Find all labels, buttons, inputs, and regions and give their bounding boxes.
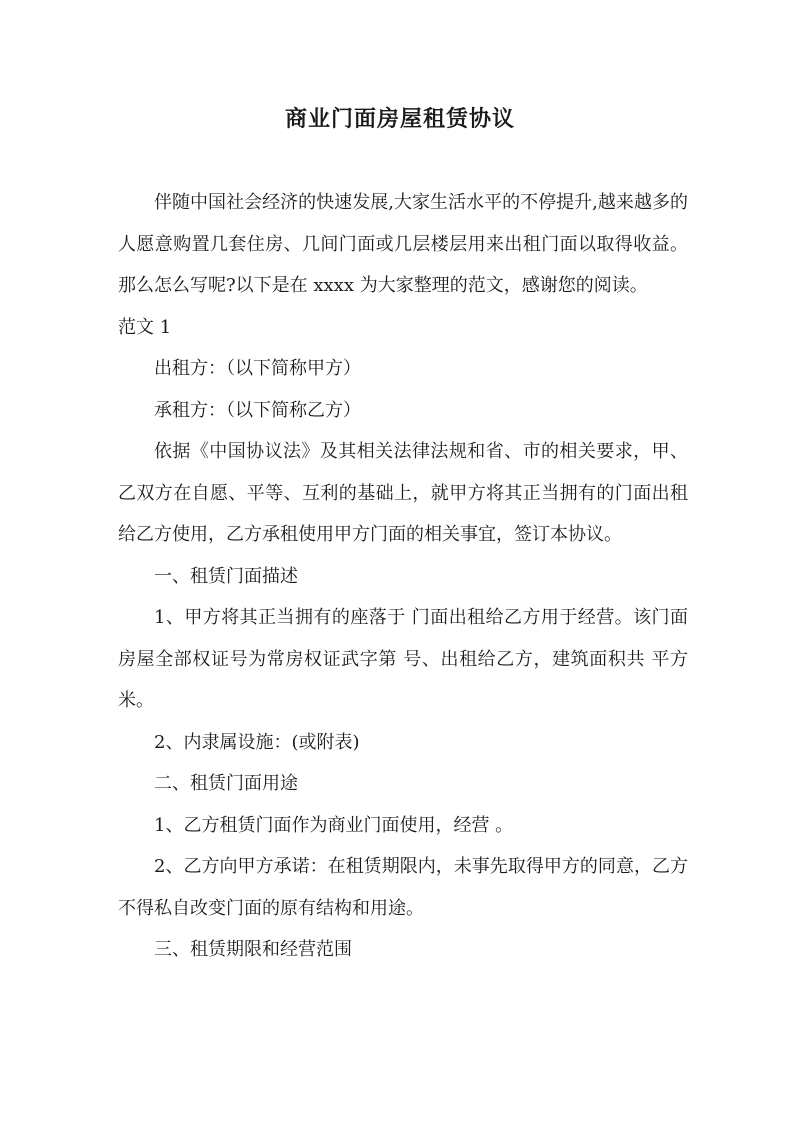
- section-1-item-1: 1、甲方将其正当拥有的座落于 门面出租给乙方用于经营。该门面房屋全部权证号为常房权证武字第 号、出租给乙方，建筑面积共 平方米。: [118, 607, 688, 711]
- section-2-item-2: 2、乙方向甲方承诺：在租赁期限内，未事先取得甲方的同意，乙方不得私自改变门面的原有结构和用途。: [118, 856, 688, 919]
- lessor-line: 出租方：（以下简称甲方）: [154, 358, 361, 379]
- document-title: 商业门面房屋租赁协议: [284, 106, 515, 132]
- section-1-heading: 一、租赁门面描述: [154, 565, 298, 587]
- section-1-item-2: 2、内隶属设施：(或附表): [154, 731, 360, 753]
- section-3-heading: 三、租赁期限和经营范围: [154, 939, 352, 960]
- basis-paragraph: 依据《中国协议法》及其相关法律法规和省、市的相关要求，甲、乙双方在自愿、平等、互利的基础上，就甲方将其正当拥有的门面出租给乙方使用，乙方承租使用甲方门面的相关事宜，签订本协议。: [118, 441, 688, 545]
- section-2-item-1: 1、乙方租赁门面作为商业门面使用，经营 。: [154, 814, 514, 836]
- intro-paragraph: 伴随中国社会经济的快速发展,大家生活水平的不停提升,越来越多的人愿意购置几套住房、几间门面或几层楼层用来出租门面以取得收益。那么怎么写呢?以下是在 xxxx 为大家整理的范文，感谢您的阅读。: [118, 192, 688, 296]
- section-2-heading: 二、租赁门面用途: [154, 773, 298, 794]
- lessee-line: 承租方：（以下简称乙方）: [154, 399, 361, 421]
- document-body: [118, 182, 688, 971]
- sample-heading: 范文 1: [118, 316, 172, 338]
